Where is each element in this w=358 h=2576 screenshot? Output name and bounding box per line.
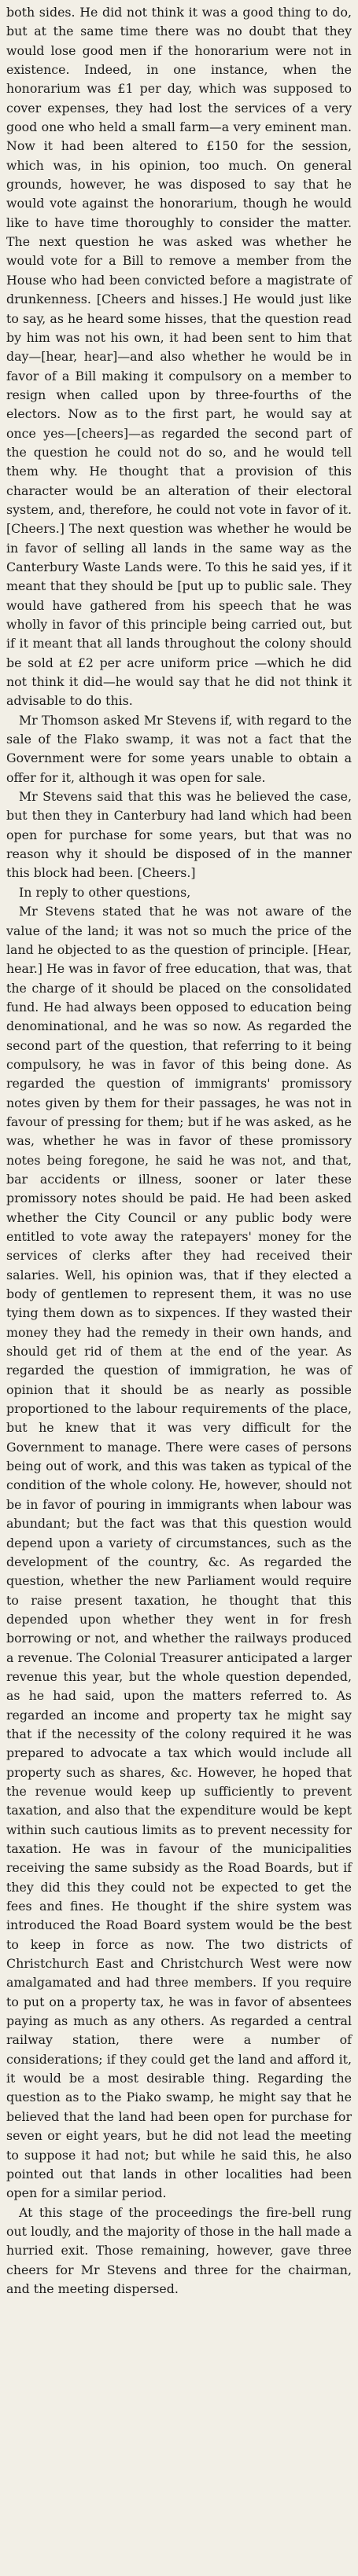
- paragraph-2: Mr Thomson asked Mr Stevens if, with regard to the sale of the Flako swamp, it was not a fact that the Government were for some years unable to obtain a offer for it, although it was open for sale.: [6, 712, 352, 785]
- paragraph-6: At this stage of the proceedings the fire-bell rung out loudly, and the majority of those in the hall made a hurried exit. Those remaining, however, gave three cheers for Mr Stevens and three for the chairman, and the meeting dispersed.: [6, 2204, 352, 2296]
- paragraph-3: Mr Stevens said that this was he believed the case, but then they in Canterbury had land which had been open for purchase for some years, but that was no reason why it should be disposed of in the manner this block had been. [Cheers.]: [6, 789, 352, 881]
- paragraph-1: both sides. He did not think it was a good thing to do, but at the same time there was no doubt that they would lose good men if the honorarium were not in existence. Indeed, in one instance, when the honorarium was £1 per day, which was supposed to cover expenses, they had lost the services of a very good one who held a small farm—a very eminent man. Now it had been altered to £150 for the session, which was, in his opinion, too much. On general grounds, however, he was disposed to say that he would vote against the honorarium, though he would like to have time thoroughly to consider the matter. The next question he was asked was whether he would vote for a Bill to remove a member from the House who had been convicted before a magistrate of drunkenness. [Cheers and hisses.] He would just like to say, as he heard some hisses, that the question read by him was not his own, it had been sent to him that day—[hear, hear]—and also whether he would be in favor of a Bill making it compulsory on a member to resign when called upon by three-fourths of the electors. Now as to the first part, he would say at once yes—[cheers]—as regarded the second part of the question he could not do so, and he would tell them why. He thought that a provision of this character would be an alteration of their electoral system, and, therefore, he could not vote in favor of it. [Cheers.] The next question was whether he would be in favor of selling all lands in the same way as the Canterbury Waste Lands were. To this he said yes, if it meant that they should be [put up to public sale. They would have gathered from his speech that he was wholly in favor of this principle being carried out, but if it meant that all lands throughout the colony should be sold at £2 per acre uniform price —which he did not think it did—he would say that he did not think it advisable to do this.: [6, 5, 352, 709]
- paragraph-5: Mr Stevens stated that he was not aware of the value of the land; it was not so much the price of the land he objected to as the question of principle. [Hear, hear.] He was in favor of free education, that was, that the charge of it should be placed on the consolidated fund. He had always been opposed to education being denominational, and he was so now. As regarded the second part of the question, that referring to it being compulsory, he was in favor of this being done. As regarded the question of immigrants' promissory notes given by them for their passages, he was not in favour of pressing for them; but if he was asked, as he was, whether he was in favor of these promissory notes being foregone, he said he was not, and that, bar accidents or illness, sooner or later these promissory notes should be paid. He had been asked whether the City Council or any public body were entitled to vote away the ratepayers' money for the services of clerks after they had received their salaries. Well, his opinion was, that if they elected a body of gentlemen to represent them, it was no use tying them down as to sixpences. If they wasted their money they had the remedy in their own hands, and should get rid of them at the end of the year. As regarded the question of immigration, he was of opinion that it should be as nearly as possible proportioned to the labour requirements of the place, but he knew that it was very difficult for the Government to manage. There were cases of persons being out of work, and this was taken as typical of the condition of the whole colony. He, however, should not be in favor of pouring in immigrants when labour was abundant; but the fact was that this question would depend upon a variety of circumstances, such as the development of the country, &c. As regarded the question, whether the new Parliament would require to raise present taxation, he thought that this depended upon whether they went in for fresh borrowing or not, and whether the railways produced a revenue. The Colonial Treasurer anticipated a larger revenue this year, but the whole question depended, as he had said, upon the matters referred to. As regarded an income and property tax he might say that if the necessity of the colony required it he was prepared to advocate a tax which would include all property such as shares, &c. However, he hoped that the revenue would keep up sufficiently to prevent taxation, and also that the expenditure would be kept within such cautious limits as to prevent necessity for taxation. He was in favour of the municipalities receiving the same subsidy as the Road Boards, but if they did this they could not be expected to get the fees and fines. He thought if the shire system was introduced the Road Board system would be the best to keep in force as now. The two districts of Christchurch East and Christchurch West were now amalgamated and had three members. If you require to put on a property tax, he was in favor of absentees paying as much as any others. As regarded a central railway station, there were a number of considerations; if they could get the land and afford it, it would be a most desirable thing. Regarding the question as to the Piako swamp, he might say that he believed that the land had been open for purchase for seven or eight years, but he did not lead the meeting to suppose it had not; but while he said this, he also pointed out that lands in other localities had been open for a similar period.: [6, 904, 352, 2201]
- paragraph-4: In reply to other questions,: [19, 884, 191, 900]
